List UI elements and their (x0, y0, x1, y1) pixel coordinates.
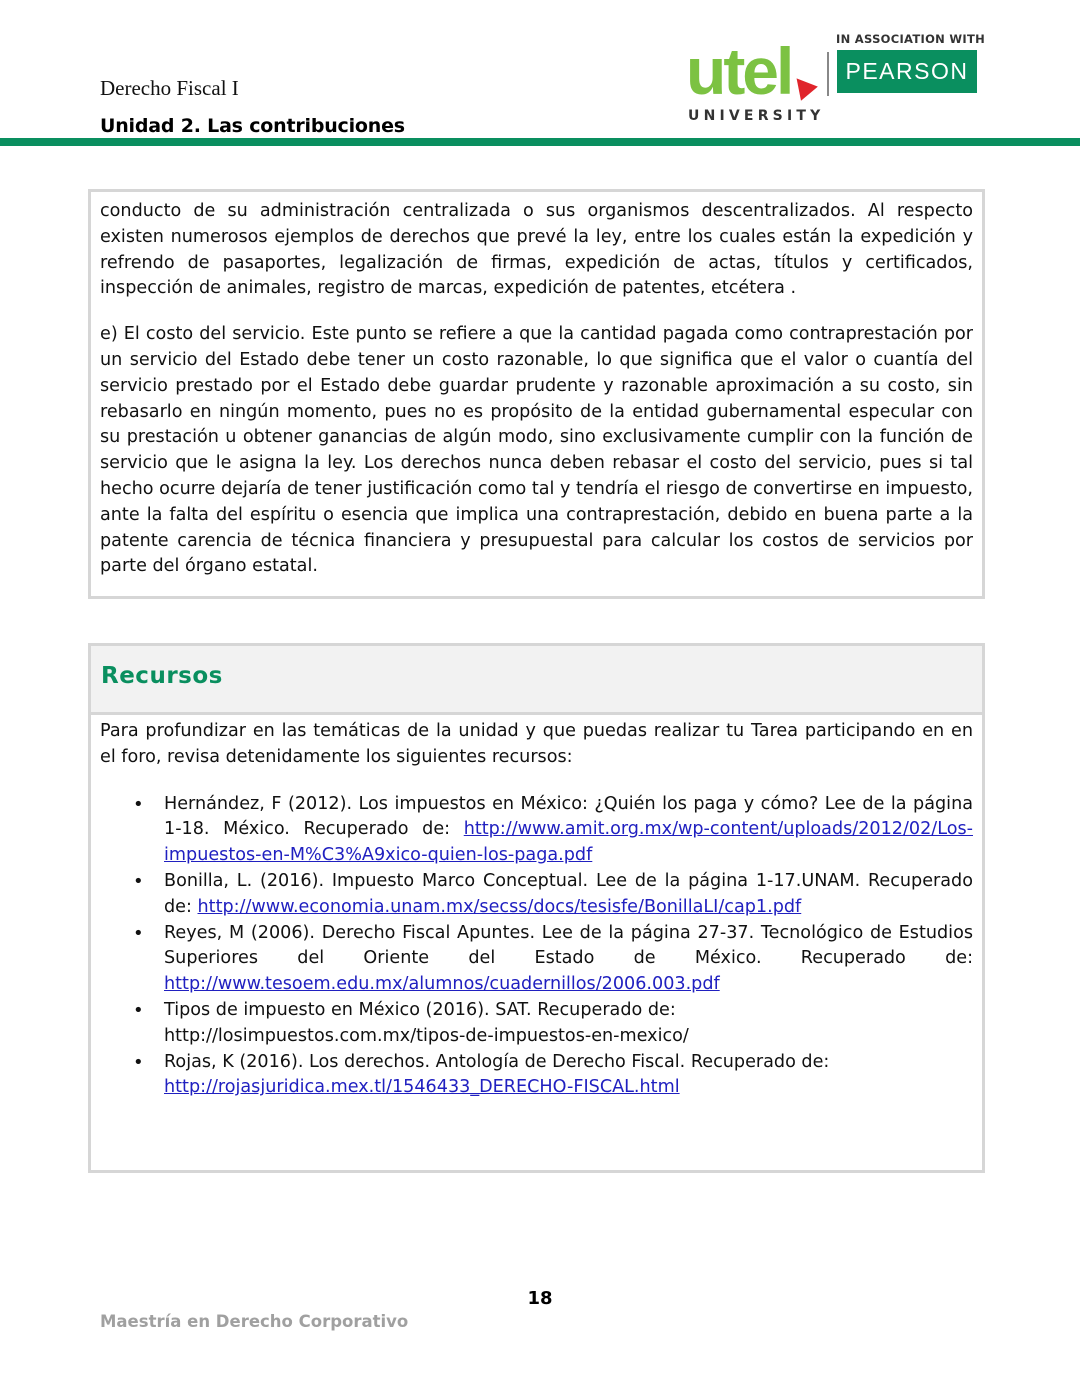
bullet-icon: • (133, 1051, 144, 1073)
resources-header (91, 646, 982, 715)
content-box (88, 189, 985, 599)
list-item (133, 1050, 973, 1102)
utel-wordmark: utel (686, 34, 792, 108)
header-divider (0, 138, 1080, 146)
unit-title: Unidad 2. Las contribuciones (100, 115, 405, 137)
bullet-icon: • (133, 793, 144, 815)
reference-link[interactable]: http://rojasjuridica.mex.tl/1546433_DERECHO-FISCAL.html (164, 1077, 680, 1098)
reference-link[interactable]: http://www.economia.unam.mx/secss/docs/tesisfe/BonillaLI/cap1.pdf (197, 896, 802, 917)
reference-text: Bonilla, L. (2016). Impuesto Marco Conceptual. Lee de la página 1-17.UNAM. Recuperado de: (164, 870, 973, 917)
list-item (133, 792, 973, 869)
reference-text: Hernández, F (2012). Los impuestos en México: ¿Quién los paga y cómo? Lee de la página 1-18. México. Recuperado de: (164, 793, 973, 840)
bullet-icon: • (133, 922, 144, 944)
reference-link[interactable]: http://www.amit.org.mx/wp-content/uploads/2012/02/Los-impuestos-en-M%C3%A9xico-quien-los-paga.pdf (164, 819, 973, 866)
reference-link[interactable]: http://www.tesoem.edu.mx/alumnos/cuadernillos/2006.003.pdf (164, 974, 720, 995)
logo-divider (827, 52, 829, 96)
list-item (133, 869, 973, 921)
paragraph: e) El costo del servicio. Este punto se refiere a que la cantidad pagada como contraprestación por un servicio del Estado debe tener un costo razonable, lo que significa que el valor o cuantía del servicio prestado por el Estado debe guardar prudente y razonable aproximación a su costo, sin rebasarlo en ningún momento, pues no es propósito de la entidad gubernamental especular con su prestación u obtener ganancias de algún modo, sino exclusivamente cumplir con la función de servicio que le asigna la ley. Los derechos nunca deben rebasar el costo del servicio, pues si tal hecho ocurre dejaría de tener justificación como tal y tendría el riesgo de convertirse en impuesto, ante la falta del espíritu o esencia que implica una contraprestación, debido en buena parte a la patente carencia de técnica financiera y presupuestal para calcular los costos de servicios por parte del órgano estatal. (100, 324, 973, 577)
association-text: IN ASSOCIATION WITH (836, 32, 986, 46)
resources-title: Recursos (101, 663, 223, 689)
bullet-icon: • (133, 999, 144, 1021)
resources-list (100, 792, 973, 1102)
paragraph: conducto de su administración centralizada o sus organismos descentralizados. Al respecto existen numerosos ejemplos de derechos que prevé la ley, entre los cuales están la expedición y refrendo de pasaportes, legalización de firmas, expedición de actas, títulos y certificados, inspección de animales, registro de marcas, expedición de patentes, etcétera . (100, 201, 973, 299)
university-label: UNIVERSITY (688, 108, 825, 124)
page-number: 18 (527, 1288, 553, 1309)
reference-text: Tipos de impuesto en México (2016). SAT. Recuperado de: http://losimpuestos.com.mx/tipos-de-impuestos-en-mexico/ (164, 999, 689, 1046)
list-item (133, 921, 973, 998)
footer-program: Maestría en Derecho Corporativo (100, 1312, 409, 1331)
pearson-badge: PEARSON (837, 50, 977, 93)
resources-intro: Para profundizar en las temáticas de la unidad y que puedas realizar tu Tarea participando en en el foro, revisa detenidamente los siguientes recursos: (100, 721, 973, 767)
utel-pearson-logo (686, 28, 986, 128)
reference-text: Reyes, M (2006). Derecho Fiscal Apuntes. Lee de la página 27-37. Tecnológico de Estudios Superiores del Oriente del Estado de México. Recuperado de: (164, 922, 973, 969)
bullet-icon: • (133, 870, 144, 892)
course-title: Derecho Fiscal I (100, 76, 239, 100)
reference-text: Rojas, K (2016). Los derechos. Antología de Derecho Fiscal. Recuperado de: (164, 1051, 830, 1072)
mouse-pointer-icon (788, 71, 818, 100)
list-item (133, 998, 973, 1050)
resources-box (88, 643, 985, 1173)
